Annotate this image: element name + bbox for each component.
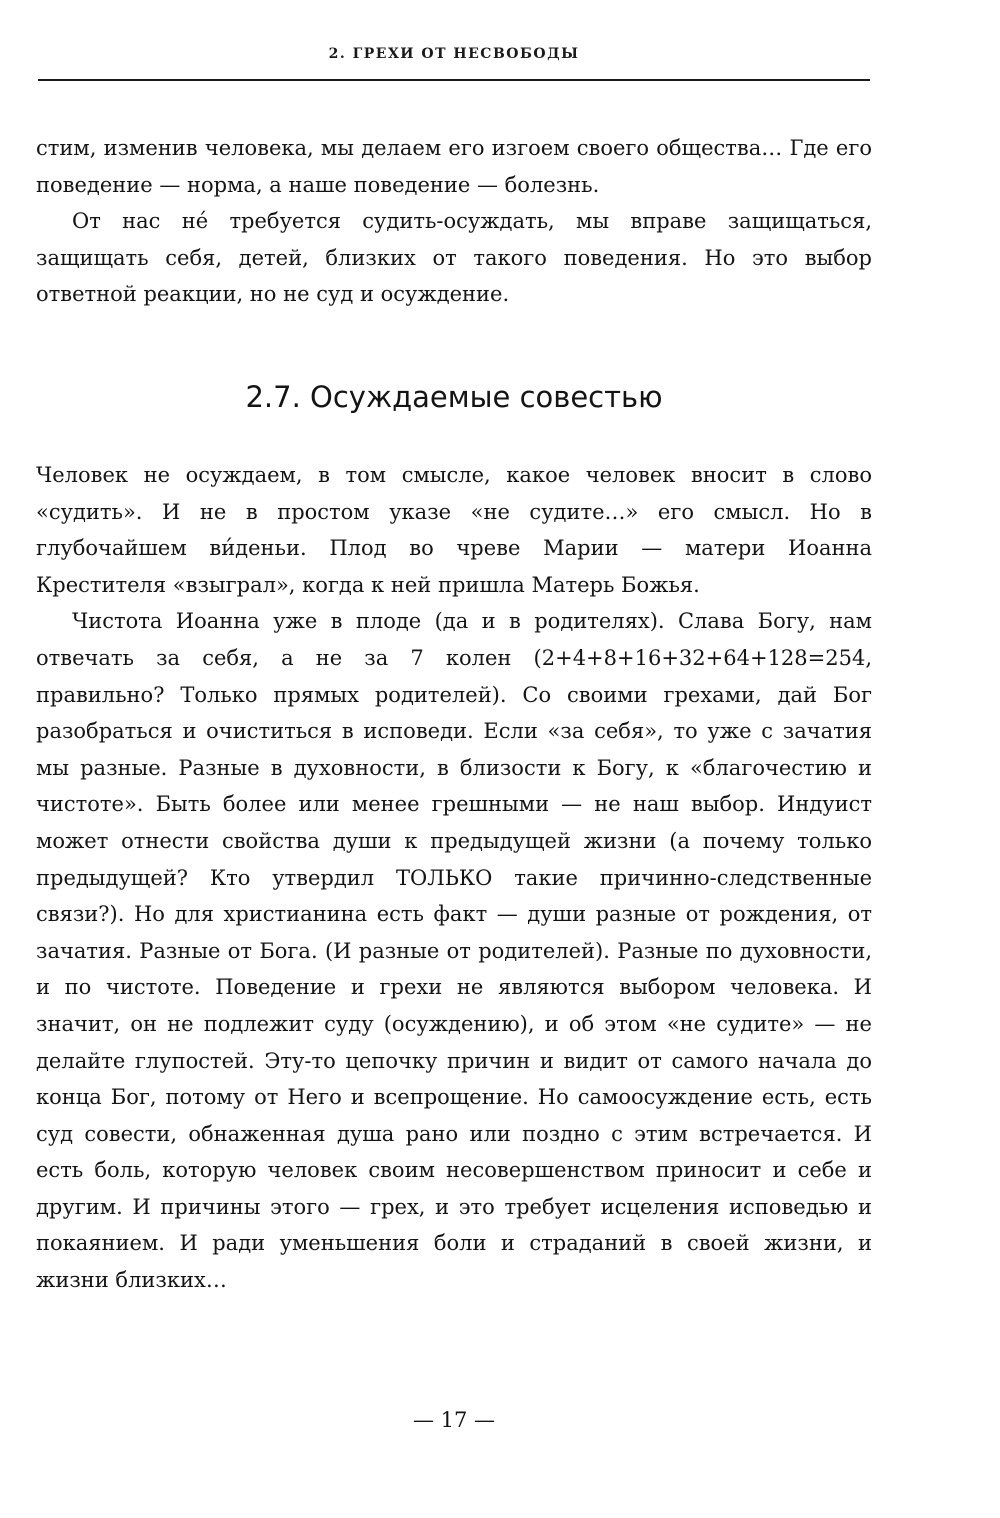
paragraph: Человек не осуждаем, в том смысле, какое человек вносит в слово «судить». И не в простом указе «не судите…» его смысл. Но в глубочайшем ви́деньи. Плод во чреве Марии — матери Иоанна Крестителя «взыграл», когда к ней пришла Матерь Божья. xyxy=(36,463,872,597)
section-heading: 2.7. Осуждаемые совестью xyxy=(245,380,663,414)
paragraph: Чистота Иоанна уже в плоде (да и в родителях). Слава Богу, нам отвечать за себя, а не за 7 колен (2+4+8+16+32+64+128=254, правильно? Только прямых родителей). Со своими грехами, дай Бог разобраться и очиститься в исповеди. Если «за себя», то уже с зачатия мы разные. Разные в духовности, в близости к Богу, к «благочестию и чистоте». Быть более или менее грешными — не наш выбор. Индуист может отнести свойства души к предыдущей жизни (а почему только предыдущей? Кто утвердил ТОЛЬКО такие причинно-следственные связи?). Но для христианина есть факт — души разные от рождения, от зачатия. Разные от Бога. (И разные от родителей). Разные по духовности, и по чистоте. Поведение и грехи не являются выбором человека. И значит, он не подлежит суду (осуждению), и об этом «не судите» — не делайте глупостей. Эту-то цепочку причин и видит от самого начала до конца Бог, потому от Него и всепрощение. Но самоосуждение есть, есть суд совести, обнаженная душа рано или поздно с этим встречается. И есть боль, которую человек своим несовершенством приносит и себе и другим. И причины этого — грех, и это требует исцеления исповедью и покаянием. И ради уменьшения боли и страданий в своей жизни, и жизни близких… xyxy=(36,609,872,1293)
header-rule xyxy=(38,79,870,81)
paragraph: От нас нé требуется судить-осуждать, мы вправе защищаться, защищать себя, детей, близких от такого поведения. Но это выбор ответной реакции, но не суд и осуждение. xyxy=(36,209,872,307)
paragraph-continued: стим, изменив человека, мы делаем его изгоем своего общества… Где его поведение — норма, а наше поведение — болезнь. xyxy=(36,136,872,197)
page-number: — 17 — xyxy=(412,1408,496,1432)
section-text-block xyxy=(36,457,872,1299)
running-head: 2. ГРЕХИ ОТ НЕСВОБОДЫ xyxy=(328,46,580,62)
continued-text-block xyxy=(36,130,872,313)
